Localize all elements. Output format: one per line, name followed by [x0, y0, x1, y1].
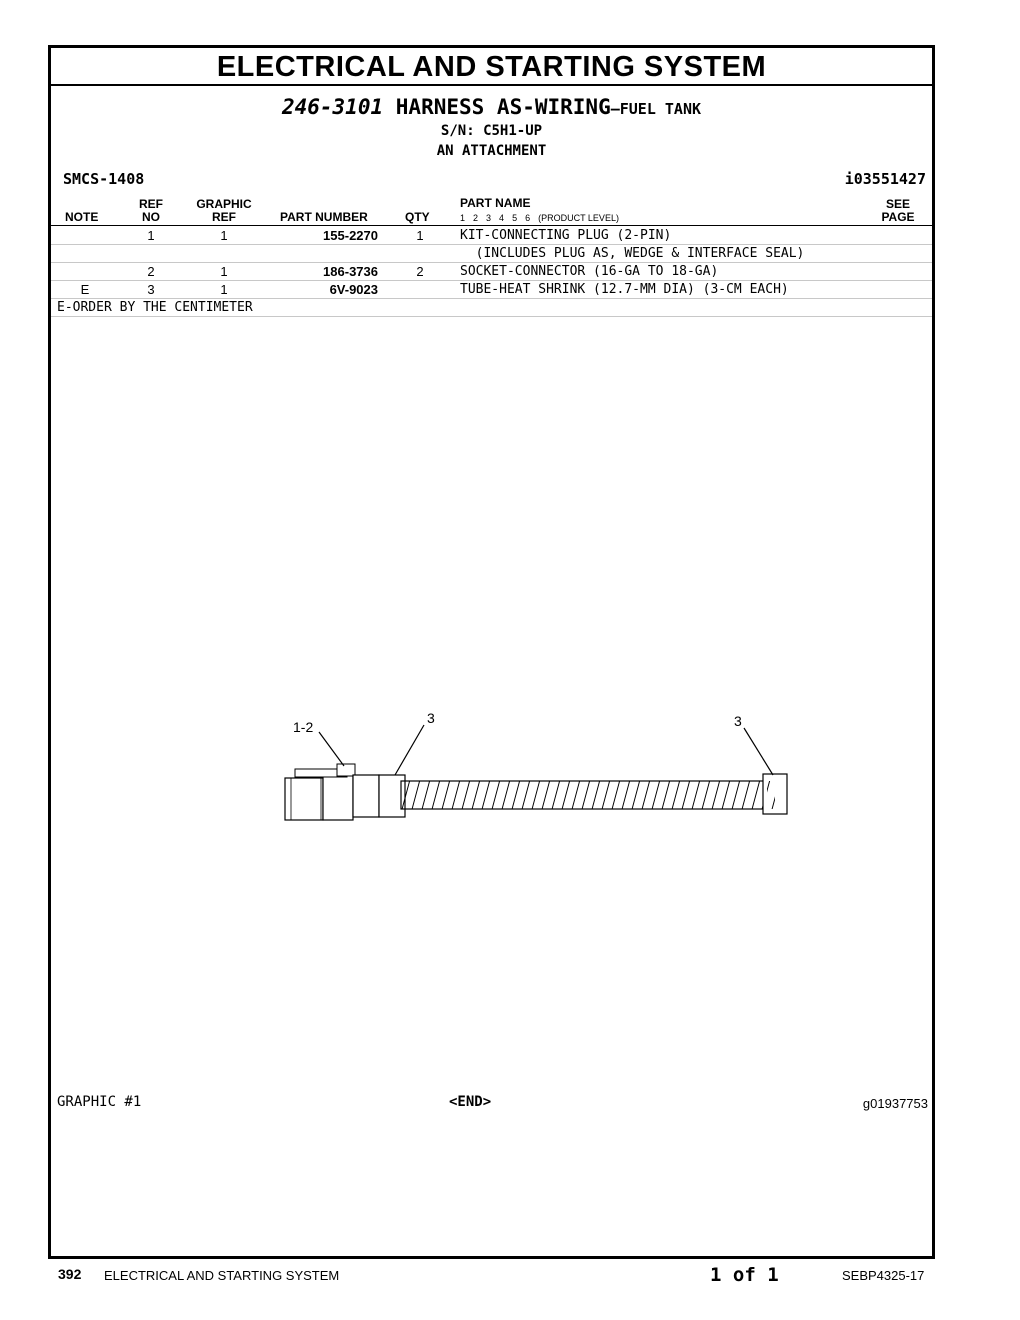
- heading-part-suffix: —FUEL TANK: [610, 100, 702, 118]
- row-ref-no: 2: [147, 264, 155, 279]
- row-ref-no: 3: [147, 282, 155, 297]
- row-part-number: 186-3736: [323, 264, 378, 279]
- smcs-code: SMCS-1408: [63, 170, 145, 188]
- graphic-id: g01937753: [862, 1096, 928, 1111]
- row-part-number: 6V-9023: [329, 282, 378, 297]
- page-frame: [48, 45, 935, 1259]
- product-level-2: 2: [473, 213, 479, 223]
- heat-shrink-right-hatch-icon: [767, 781, 775, 809]
- product-level-6: 6: [525, 213, 531, 223]
- product-level-1: 1: [460, 213, 466, 223]
- attachment-label: AN ATTACHMENT: [436, 143, 547, 159]
- row-part-name: SOCKET-CONNECTOR (16-GA TO 18-GA): [460, 264, 719, 279]
- note-e-text: E-ORDER BY THE CENTIMETER: [57, 300, 253, 315]
- row-part-name: KIT-CONNECTING PLUG (2-PIN): [460, 228, 672, 243]
- col-graphic-ref-line1: GRAPHIC: [196, 197, 252, 211]
- callout-leader-3: [744, 728, 773, 775]
- row-part-number: 155-2270: [323, 228, 378, 243]
- row-qty: 1: [416, 228, 424, 243]
- row-note: E: [80, 282, 90, 297]
- wire-tube-icon: [401, 781, 775, 809]
- col-graphic-ref-line2: REF: [212, 210, 236, 224]
- page-title: ELECTRICAL AND STARTING SYSTEM: [51, 48, 932, 86]
- footer-section: ELECTRICAL AND STARTING SYSTEM: [104, 1268, 340, 1283]
- serial-number: S/N: C5H1-UP: [440, 123, 543, 139]
- row-graphic-ref: 1: [220, 228, 228, 243]
- product-level-5: 5: [512, 213, 518, 223]
- row-part-name: TUBE-HEAT SHRINK (12.7-MM DIA) (3-CM EACH): [460, 282, 789, 297]
- end-marker: <END>: [449, 1094, 492, 1110]
- col-see-page-line1: SEE: [885, 197, 910, 211]
- graphic-label: GRAPHIC #1: [57, 1094, 142, 1110]
- col-part-name: PART NAME: [460, 196, 531, 210]
- col-ref-no-line1: REF: [139, 197, 163, 211]
- heading-part-number: 246-3101: [281, 95, 384, 119]
- page-number: 392: [58, 1266, 82, 1282]
- col-see-page-line2: PAGE: [881, 210, 915, 224]
- heading-part-name: HARNESS AS-WIRING: [395, 95, 611, 119]
- doc-id: SEBP4325-17: [842, 1268, 925, 1283]
- col-part-number: PART NUMBER: [280, 210, 368, 224]
- callout-label: 1-2: [293, 719, 314, 735]
- product-level-4: 4: [499, 213, 505, 223]
- col-ref-no-line2: NO: [142, 210, 160, 224]
- col-note: NOTE: [65, 210, 99, 224]
- product-level-label: (PRODUCT LEVEL): [538, 213, 619, 223]
- page-of: 1 of 1: [710, 1264, 779, 1286]
- col-qty: QTY: [405, 210, 430, 224]
- callout-label: 3: [734, 713, 742, 729]
- callout-label: 3: [427, 710, 435, 726]
- callout-leader-2: [395, 725, 424, 775]
- product-level-3: 3: [486, 213, 492, 223]
- row-ref-no: 1: [147, 228, 155, 243]
- row-graphic-ref: 1: [220, 264, 228, 279]
- harness-graphic: [51, 48, 932, 1256]
- info-id: i03551427: [844, 170, 926, 188]
- row-graphic-ref: 1: [220, 282, 228, 297]
- connector-plug-icon: [285, 764, 379, 820]
- row-qty: 2: [416, 264, 424, 279]
- row-part-name: (INCLUDES PLUG AS, WEDGE & INTERFACE SEAL): [460, 246, 805, 261]
- callout-leader-1: [319, 732, 344, 766]
